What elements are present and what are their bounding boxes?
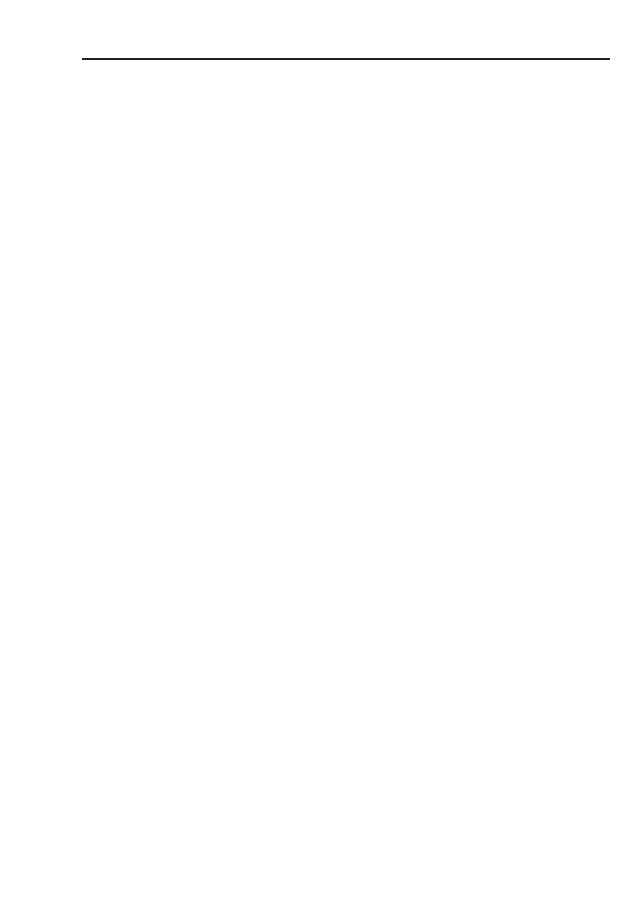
row-number-cell — [83, 59, 121, 60]
answers-cell — [303, 59, 610, 60]
criteria-table — [82, 58, 610, 60]
criteria-table-body — [83, 59, 610, 60]
table-row-continuation — [83, 59, 610, 60]
question-cell — [121, 59, 303, 60]
